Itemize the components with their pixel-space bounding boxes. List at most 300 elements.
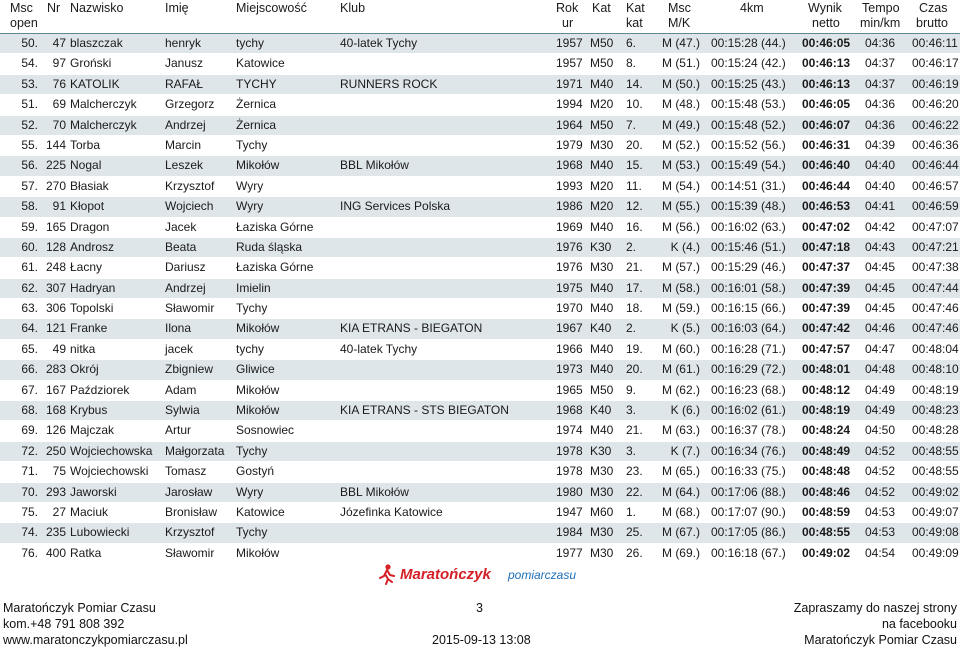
miejscowosc-cell: Łaziska Górne [236, 260, 314, 275]
netto-cell: 00:49:02 [802, 545, 851, 560]
kat-cell: M30 [590, 484, 614, 499]
mk-place-cell: K (5.) [670, 321, 700, 336]
rok-cell: 1973 [556, 362, 583, 377]
table-row [0, 279, 960, 299]
nazwisko-cell: Malcherczyk [70, 117, 137, 132]
tempo-cell: 04:49 [865, 382, 896, 397]
split-cell: 00:16:02 (61.) [711, 403, 786, 418]
netto-cell: 00:46:07 [802, 117, 851, 132]
kat-place-cell: 9. [626, 382, 637, 397]
tempo-cell: 04:46 [865, 321, 896, 336]
col-msc-open: Msc [10, 1, 33, 15]
logo-suffix: pomiarczasu [508, 568, 577, 582]
klub-cell: KIA ETRANS - BIEGATON [340, 321, 483, 336]
imie-cell: RAFAŁ [165, 76, 204, 91]
col-czas-sub: brutto [916, 16, 948, 30]
rok-cell: 1957 [556, 56, 583, 71]
netto-cell: 00:48:24 [802, 423, 851, 438]
split-cell: 00:15:39 (48.) [711, 199, 786, 214]
kat-place-cell: 21. [626, 423, 643, 438]
netto-cell: 00:46:13 [802, 56, 851, 71]
footer-page-number: 3 [476, 601, 483, 615]
imie-cell: Andrzej [165, 280, 206, 295]
netto-cell: 00:47:02 [802, 219, 851, 234]
tempo-cell: 04:40 [865, 178, 896, 193]
rok-cell: 1964 [556, 117, 583, 132]
brutto-cell: 00:46:57 [912, 178, 959, 193]
msc-cell: 61. [21, 260, 38, 275]
brutto-cell: 00:46:36 [912, 137, 959, 152]
nr-cell: 144 [45, 137, 66, 152]
msc-cell: 60. [21, 239, 38, 254]
brutto-cell: 00:47:21 [912, 239, 959, 254]
imie-cell: Bronisław [165, 504, 218, 519]
msc-cell: 51. [21, 97, 38, 112]
miejscowosc-cell: Imielin [236, 280, 271, 295]
mk-place-cell: K (6.) [670, 403, 700, 418]
msc-cell: 58. [21, 199, 38, 214]
miejscowosc-cell: Żernica [236, 97, 277, 112]
footer-datetime: 2015-09-13 13:08 [432, 633, 531, 647]
msc-cell: 57. [21, 178, 38, 193]
mk-place-cell: M (60.) [661, 341, 700, 356]
tempo-cell: 04:52 [865, 443, 896, 458]
rok-cell: 1977 [556, 545, 583, 560]
footer-website[interactable]: www.maratonczykpomiarczasu.pl [3, 633, 188, 647]
netto-cell: 00:46:53 [802, 199, 851, 214]
mk-place-cell: M (62.) [661, 382, 700, 397]
kat-place-cell: 20. [626, 137, 643, 152]
netto-cell: 00:48:48 [802, 464, 851, 479]
miejscowosc-cell: tychy [236, 341, 265, 356]
kat-place-cell: 21. [626, 260, 643, 275]
nazwisko-cell: Błasiak [70, 178, 109, 193]
miejscowosc-cell: Gostyń [236, 464, 275, 479]
netto-cell: 00:48:49 [802, 443, 851, 458]
netto-cell: 00:47:37 [802, 260, 851, 275]
nazwisko-cell: nitka [70, 341, 96, 356]
results-table [0, 34, 960, 564]
kat-place-cell: 3. [626, 443, 637, 458]
miejscowosc-cell: Tychy [236, 443, 268, 458]
footer-phone: kom.+48 791 808 392 [3, 617, 125, 631]
rok-cell: 1957 [556, 36, 583, 50]
netto-cell: 00:48:46 [802, 484, 851, 499]
table-row [0, 360, 960, 380]
tempo-cell: 04:53 [865, 525, 896, 540]
col-rok: Rok [556, 1, 579, 15]
split-cell: 00:16:28 (71.) [711, 341, 786, 356]
nr-cell: 76 [52, 76, 66, 91]
footer-invite: Zapraszamy do naszej strony [793, 601, 957, 615]
kat-cell: M40 [590, 76, 614, 91]
msc-cell: 56. [21, 158, 38, 173]
nr-cell: 167 [45, 382, 66, 397]
brutto-cell: 00:46:20 [912, 97, 959, 112]
mk-place-cell: M (54.) [661, 178, 700, 193]
col-rok-sub: ur [562, 16, 574, 30]
rok-cell: 1974 [556, 423, 583, 438]
tempo-cell: 04:37 [865, 76, 896, 91]
brutto-cell: 00:49:02 [912, 484, 959, 499]
split-cell: 00:15:48 (53.) [711, 97, 786, 112]
nazwisko-cell: Łacny [70, 260, 103, 275]
miejscowosc-cell: tychy [236, 36, 265, 50]
imie-cell: Krzysztof [165, 525, 215, 540]
table-row [0, 156, 960, 176]
netto-cell: 00:47:39 [802, 280, 851, 295]
col-kat: Kat [592, 1, 611, 15]
col-msc-open-sub: open [10, 16, 38, 30]
table-row [0, 177, 960, 197]
brutto-cell: 00:46:11 [912, 36, 958, 50]
rok-cell: 1980 [556, 484, 583, 499]
split-cell: 00:17:07 (90.) [711, 504, 786, 519]
kat-place-cell: 2. [626, 321, 637, 336]
rok-cell: 1986 [556, 199, 583, 214]
brutto-cell: 00:49:08 [912, 525, 959, 540]
miejscowosc-cell: Tychy [236, 137, 268, 152]
nr-cell: 128 [45, 239, 66, 254]
mk-place-cell: M (50.) [661, 76, 700, 91]
nazwisko-cell: Nogal [70, 158, 102, 173]
miejscowosc-cell: Wyry [236, 484, 264, 499]
table-row [0, 75, 960, 95]
kat-place-cell: 2. [626, 239, 637, 254]
nazwisko-cell: blaszczak [70, 36, 123, 50]
split-cell: 00:16:37 (78.) [711, 423, 786, 438]
nr-cell: 225 [45, 158, 66, 173]
table-row [0, 54, 960, 74]
kat-place-cell: 20. [626, 362, 643, 377]
imie-cell: Sylwia [165, 403, 200, 418]
msc-cell: 63. [21, 301, 38, 316]
imie-cell: Sławomir [165, 301, 215, 316]
table-row [0, 421, 960, 441]
nr-cell: 69 [52, 97, 66, 112]
brutto-cell: 00:48:28 [912, 423, 959, 438]
kat-cell: M30 [590, 545, 614, 560]
nazwisko-cell: Paździorek [70, 382, 130, 397]
kat-cell: M40 [590, 158, 614, 173]
nazwisko-cell: Androsz [70, 239, 115, 254]
table-row [0, 258, 960, 278]
mk-place-cell: M (48.) [661, 97, 700, 112]
col-wynik: Wynik [808, 1, 842, 15]
tempo-cell: 04:53 [865, 504, 896, 519]
tempo-cell: 04:43 [865, 239, 896, 254]
imie-cell: Leszek [165, 158, 204, 173]
kat-cell: K30 [590, 443, 612, 458]
nr-cell: 168 [45, 403, 66, 418]
nr-cell: 270 [45, 178, 66, 193]
nr-cell: 47 [52, 36, 66, 50]
kat-cell: M40 [590, 301, 614, 316]
rok-cell: 1947 [556, 504, 583, 519]
rok-cell: 1994 [556, 97, 583, 112]
netto-cell: 00:46:31 [802, 137, 851, 152]
brutto-cell: 00:46:17 [912, 56, 959, 71]
kat-place-cell: 25. [626, 525, 643, 540]
kat-cell: M40 [590, 219, 614, 234]
rok-cell: 1965 [556, 382, 583, 397]
split-cell: 00:16:29 (72.) [711, 362, 786, 377]
rok-cell: 1978 [556, 464, 583, 479]
nr-cell: 283 [45, 362, 66, 377]
nr-cell: 27 [52, 504, 66, 519]
kat-place-cell: 12. [626, 199, 643, 214]
msc-cell: 76. [21, 545, 38, 560]
col-czas: Czas [919, 1, 948, 15]
rok-cell: 1968 [556, 158, 583, 173]
table-row [0, 218, 960, 238]
brutto-cell: 00:46:22 [912, 117, 959, 132]
kat-place-cell: 19. [626, 341, 643, 356]
kat-place-cell: 22. [626, 484, 643, 499]
split-cell: 00:15:49 (54.) [711, 158, 786, 173]
imie-cell: Marcin [165, 137, 202, 152]
mk-place-cell: M (68.) [661, 504, 700, 519]
nazwisko-cell: Dragon [70, 219, 110, 234]
miejscowosc-cell: Mikołów [236, 403, 280, 418]
mk-place-cell: M (69.) [661, 545, 700, 560]
nr-cell: 126 [45, 423, 66, 438]
msc-cell: 52. [21, 117, 38, 132]
table-row [0, 197, 960, 217]
table-row [0, 483, 960, 503]
netto-cell: 00:46:13 [802, 76, 851, 91]
brutto-cell: 00:49:09 [912, 545, 959, 560]
tempo-cell: 04:36 [865, 36, 896, 50]
msc-cell: 71. [21, 464, 38, 479]
mk-place-cell: M (61.) [661, 362, 700, 377]
mk-place-cell: M (64.) [661, 484, 700, 499]
msc-cell: 55. [21, 137, 38, 152]
netto-cell: 00:46:40 [802, 158, 851, 173]
table-row [0, 544, 960, 564]
brutto-cell: 00:48:19 [912, 382, 959, 397]
kat-place-cell: 1. [626, 504, 637, 519]
split-cell: 00:17:05 (86.) [711, 525, 786, 540]
rok-cell: 1993 [556, 178, 583, 193]
kat-cell: M30 [590, 137, 614, 152]
mk-place-cell: M (47.) [661, 36, 700, 50]
footer-company-right: Maratończyk Pomiar Czasu [804, 633, 957, 647]
imie-cell: Grzegorz [165, 97, 215, 112]
miejscowosc-cell: Mikołów [236, 158, 280, 173]
nazwisko-cell: Wojciechowski [70, 464, 149, 479]
col-tempo-sub: min/km [860, 16, 901, 30]
rok-cell: 1975 [556, 280, 583, 295]
netto-cell: 00:46:05 [802, 97, 851, 112]
split-cell: 00:15:24 (42.) [711, 56, 786, 71]
miejscowosc-cell: Łaziska Górne [236, 219, 314, 234]
netto-cell: 00:48:59 [802, 504, 851, 519]
kat-place-cell: 14. [626, 76, 643, 91]
imie-cell: Wojciech [165, 199, 214, 214]
kat-place-cell: 15. [626, 158, 643, 173]
table-row [0, 401, 960, 421]
rok-cell: 1978 [556, 443, 583, 458]
table-row [0, 503, 960, 523]
col-split: 4km [740, 1, 764, 15]
split-cell: 00:16:34 (76.) [711, 443, 786, 458]
col-imie: Imię [165, 1, 189, 15]
imie-cell: Sławomir [165, 545, 215, 560]
split-cell: 00:16:18 (67.) [711, 545, 786, 560]
col-msc-kat: Kat [626, 1, 645, 15]
col-msc-mk: Msc [668, 1, 691, 15]
table-row [0, 95, 960, 115]
kat-place-cell: 26. [626, 545, 643, 560]
tempo-cell: 04:45 [865, 260, 896, 275]
rok-cell: 1968 [556, 403, 583, 418]
msc-cell: 68. [21, 403, 38, 418]
netto-cell: 00:48:01 [802, 362, 851, 377]
msc-cell: 67. [21, 382, 38, 397]
imie-cell: Beata [165, 239, 197, 254]
kat-cell: K40 [590, 321, 612, 336]
nazwisko-cell: Franke [70, 321, 108, 336]
klub-cell: 40-latek Tychy [340, 36, 418, 50]
imie-cell: Małgorzata [165, 443, 225, 458]
kat-cell: K30 [590, 239, 612, 254]
nr-cell: 91 [52, 199, 66, 214]
brutto-cell: 00:47:38 [912, 260, 959, 275]
nr-cell: 97 [52, 56, 66, 71]
table-row [0, 116, 960, 136]
kat-cell: M20 [590, 199, 614, 214]
nazwisko-cell: Hadryan [70, 280, 116, 295]
col-klub: Klub [340, 1, 366, 15]
msc-cell: 69. [21, 423, 38, 438]
miejscowosc-cell: Wyry [236, 178, 264, 193]
nazwisko-cell: Malcherczyk [70, 97, 137, 112]
brutto-cell: 00:47:07 [912, 219, 959, 234]
nr-cell: 121 [45, 321, 66, 336]
footer-company: Maratończyk Pomiar Czasu [3, 601, 156, 615]
nr-cell: 306 [45, 301, 66, 316]
miejscowosc-cell: Gliwice [236, 362, 275, 377]
imie-cell: Krzysztof [165, 178, 215, 193]
imie-cell: Janusz [165, 56, 204, 71]
msc-cell: 54. [21, 56, 38, 71]
tempo-cell: 04:41 [865, 199, 896, 214]
tempo-cell: 04:52 [865, 464, 896, 479]
imie-cell: Adam [165, 382, 197, 397]
kat-place-cell: 16. [626, 219, 643, 234]
kat-place-cell: 18. [626, 301, 643, 316]
tempo-cell: 04:45 [865, 301, 896, 316]
imie-cell: Tomasz [165, 464, 207, 479]
brutto-cell: 00:46:44 [912, 158, 959, 173]
miejscowosc-cell: Sosnowiec [236, 423, 295, 438]
mk-place-cell: K (7.) [670, 443, 700, 458]
miejscowosc-cell: Wyry [236, 199, 264, 214]
kat-cell: M50 [590, 56, 614, 71]
nazwisko-cell: Torba [70, 137, 101, 152]
mk-place-cell: M (59.) [661, 301, 700, 316]
tempo-cell: 04:36 [865, 97, 896, 112]
miejscowosc-cell: Tychy [236, 525, 268, 540]
miejscowosc-cell: Katowice [236, 56, 285, 71]
tempo-cell: 04:36 [865, 117, 896, 132]
msc-cell: 65. [21, 341, 38, 356]
nr-cell: 49 [52, 341, 66, 356]
imie-cell: henryk [165, 36, 202, 50]
tempo-cell: 04:45 [865, 280, 896, 295]
logo-brand: Maratończyk [400, 566, 491, 583]
tempo-cell: 04:37 [865, 56, 896, 71]
tempo-cell: 04:49 [865, 403, 896, 418]
nazwisko-cell: Kłopot [70, 199, 105, 214]
miejscowosc-cell: Mikołów [236, 382, 280, 397]
rok-cell: 1976 [556, 239, 583, 254]
tempo-cell: 04:54 [865, 545, 896, 560]
col-msc-mk-sub: M/K [668, 16, 691, 30]
msc-cell: 72. [21, 443, 38, 458]
nazwisko-cell: Majczak [70, 423, 115, 438]
netto-cell: 00:47:39 [802, 301, 851, 316]
nazwisko-cell: Groński [70, 56, 112, 71]
nr-cell: 307 [45, 280, 66, 295]
klub-cell: KIA ETRANS - STS BIEGATON [340, 403, 509, 418]
mk-place-cell: M (49.) [661, 117, 700, 132]
rok-cell: 1967 [556, 321, 583, 336]
col-wynik-sub: netto [812, 16, 840, 30]
col-nr: Nr [47, 1, 61, 15]
mk-place-cell: M (55.) [661, 199, 700, 214]
mk-place-cell: M (56.) [661, 219, 700, 234]
kat-place-cell: 3. [626, 403, 637, 418]
imie-cell: Ilona [165, 321, 192, 336]
kat-cell: M30 [590, 464, 614, 479]
netto-cell: 00:48:55 [802, 525, 851, 540]
netto-cell: 00:47:57 [802, 341, 851, 356]
nr-cell: 70 [52, 117, 66, 132]
klub-cell: BBL Mikołów [340, 484, 409, 499]
tempo-cell: 04:50 [865, 423, 896, 438]
split-cell: 00:16:15 (66.) [711, 301, 786, 316]
mk-place-cell: M (67.) [661, 525, 700, 540]
msc-cell: 70. [21, 484, 38, 499]
split-cell: 00:16:33 (75.) [711, 464, 786, 479]
netto-cell: 00:47:18 [802, 239, 851, 254]
table-row [0, 381, 960, 401]
tempo-cell: 04:39 [865, 137, 896, 152]
brutto-cell: 00:48:23 [912, 403, 959, 418]
brutto-cell: 00:48:55 [912, 464, 959, 479]
kat-place-cell: 17. [626, 280, 643, 295]
rok-cell: 1979 [556, 137, 583, 152]
table-row [0, 238, 960, 258]
split-cell: 00:15:46 (51.) [711, 239, 786, 254]
klub-cell: ING Services Polska [340, 199, 451, 214]
netto-cell: 00:48:12 [802, 382, 851, 397]
nr-cell: 293 [45, 484, 66, 499]
nazwisko-cell: Maciuk [70, 504, 109, 519]
split-cell: 00:15:28 (44.) [711, 36, 786, 50]
table-row [0, 340, 960, 360]
klub-cell: 40-latek Tychy [340, 341, 418, 356]
nazwisko-cell: Ratka [70, 545, 102, 560]
col-nazwisko: Nazwisko [70, 1, 124, 15]
msc-cell: 66. [21, 362, 38, 377]
kat-place-cell: 6. [626, 36, 637, 50]
kat-place-cell: 11. [626, 178, 642, 193]
split-cell: 00:17:06 (88.) [711, 484, 786, 499]
kat-cell: M50 [590, 382, 614, 397]
